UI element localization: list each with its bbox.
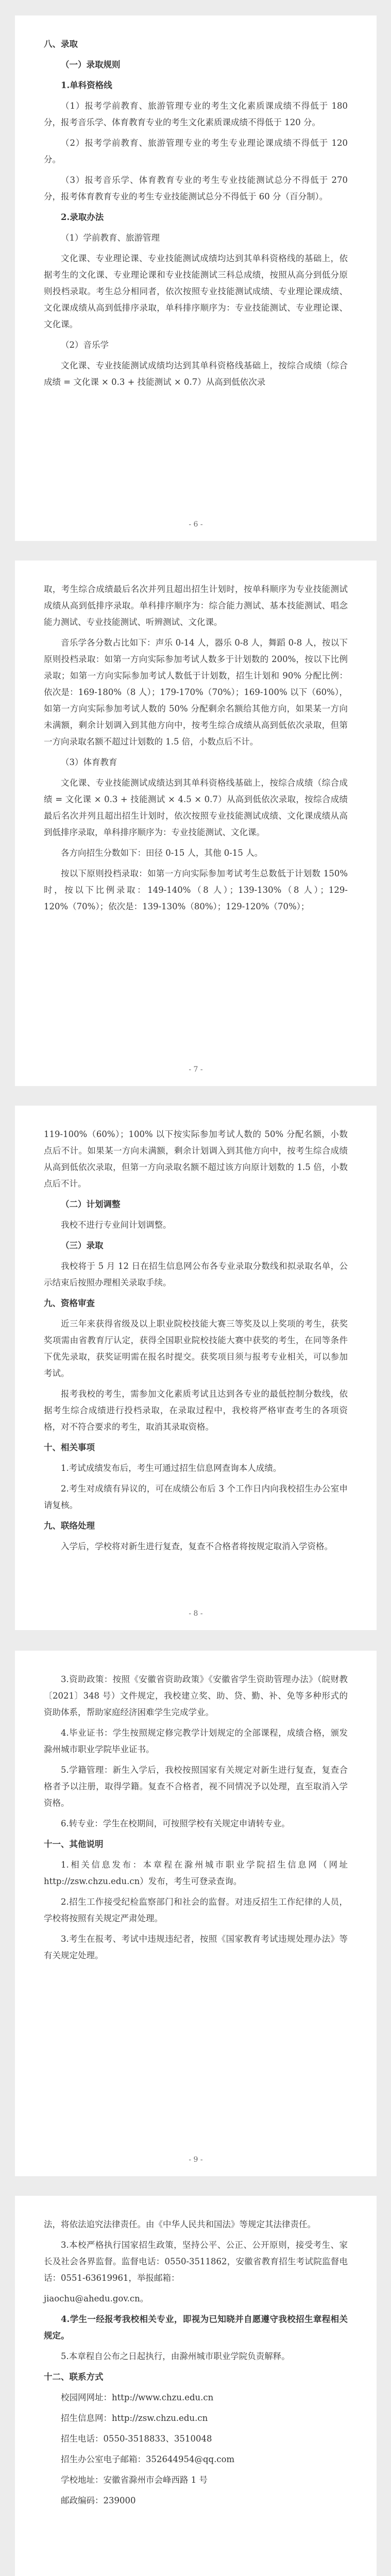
section-heading: 九、联络处理 [44, 1521, 95, 1531]
contact-line: 招生办公室电子邮箱：352644954@qq.com [61, 2454, 235, 2464]
paragraph: 音乐学各分数占比如下：声乐 0-14 人，器乐 0-8 人，舞蹈 0-8 人，按以下原则投档录取：如第一方向实际参加考试人数多于计划数的 200%，按以下比例录取；如第一方向实际参加考试人数低于计划数，招生计划和 90% 分配比例：依次是：169-180%（8 人）；179-170%（70%）；169-100% 以下（60%），如第一方向实际参加考试人数的 50% 分配剩余名额给其他方向，如果某一方向未满额，剩余计划调入到其他方向中，按考生综合成绩从高到低依次录取，但第一方向录取名额不超过计划数的 1.5 倍，小数点后不计。 [44, 638, 348, 747]
paragraph: 我校将于 5 月 12 日在招生信息网公布各专业录取分数线和拟录取名单，公示结束后按照办理相关录取手续。 [44, 1261, 348, 1287]
paragraph: 1.考试成绩发布后，考生可通过招生信息网查询本人成绩。 [61, 1463, 282, 1473]
paragraph: （1）报考学前教育、旅游管理专业的考生文化素质课成绩不得低于 180 分，报考音乐学、体育教育专业的考生文化素质课成绩不得低于 120 分。 [44, 101, 348, 127]
paragraph: 5.学籍管理：新生入学后，我校按照国家有关规定对新生进行复查，复查合格者予以注册，取得学籍。复查不合格者，视不同情况予以处理，直至取消入学资格。 [44, 1765, 348, 1808]
paragraph: （2）报考学前教育、旅游管理专业的考生专业理论课成绩不得低于 120 分。 [44, 138, 348, 164]
paragraph: 2.考生对成绩有异议的，可在成绩公布后 3 个工作日内向我校招生办公室申请复核。 [44, 1484, 348, 1510]
paragraph: （3）报考音乐学、体育教育专业的考生专业技能测试总分不得低于 270 分，报考体育教育专业的考生专业技能测试总分不得低于 60 分（百分制）。 [44, 175, 348, 201]
paragraph: 5.本章程自公布之日起执行，由滁州城市职业学院负责解释。 [61, 2351, 290, 2361]
paragraph: 文化课、专业技能测试成绩均达到其单科资格线基础上，按综合成绩（综合成绩 = 文化课 × 0.3 + 技能测试 × 0.7）从高到低依次录 [44, 361, 348, 387]
subsection-heading: （一）录取规则 [61, 60, 121, 70]
paragraph: 法，将依法追究法律责任。由《中华人民共和国法》等规定其法律责任。 [44, 2219, 316, 2229]
section-heading: 九、资格审查 [44, 1298, 95, 1308]
paragraph: 2.招生工作接受纪检监察部门和社会的监督。对违反招生工作纪律的人员，学校将按照有关规定严肃处理。 [44, 1897, 348, 1923]
contact-line: 招生电话：0550-3518833、3510048 [61, 2434, 212, 2444]
paragraph: 入学后，学校将对新生进行复查，复查不合格者将按规定取消入学资格。 [61, 1541, 333, 1551]
paragraph: 3.资助政策：按照《安徽省资助政策》《安徽省学生资助管理办法》（皖财教〔2021〕348 号）文件规定，我校建立奖、助、贷、勤、补、免等多种形式的资助体系，帮助家庭经济困难学生完成学业。 [44, 1674, 348, 1717]
subsection-heading: 2.录取办法 [61, 212, 104, 222]
document-page-3 [15, 1106, 377, 1630]
section-heading: 十二、联系方式 [44, 2372, 104, 2382]
document-page-1 [15, 15, 377, 541]
page-number: - 9 - [189, 2156, 203, 2164]
document-page-5 [15, 2196, 377, 2576]
contact-line: 校园网网址：http://www.chzu.edu.cn [61, 2393, 214, 2402]
paragraph: 取，考生综合成绩最后名次并列且超出招生计划时，按单科顺序为专业技能测试成绩从高到低排序录取。单科排序顺序为：综合能力测试、基本技能测试、唱念能力测试、专业技能测试、听辨测试、文化课。 [44, 584, 348, 627]
section-heading: 八、录取 [44, 39, 78, 49]
paragraph: （2）音乐学 [61, 340, 109, 350]
paragraph: 4.毕业证书：学生按照规定修完教学计划规定的全部课程，成绩合格，颁发滁州城市职业学院毕业证书。 [44, 1728, 348, 1754]
paragraph: 文化课、专业技能测试成绩达到其单科资格线基础上，按综合成绩（综合成绩 = 文化课 × 0.3 + 技能测试 × 4.5 × 0.7）从高到低依次录取，按综合成绩最后名次并列且超出招生计划时，依次按照专业技能测试成绩、文化课成绩从高到低排序录取，单科排序顺序为：专业技能测试、文化课。 [44, 778, 348, 837]
paragraph: 3.本校严格执行国家招生政策，坚持公平、公正、公开原则，接受考生、家长及社会各界监督。监督电话：0550-3511862，安徽省教育招生考试院监督电话：0551-63619961，举报邮箱： [44, 2240, 348, 2283]
paragraph: 按以下原则投档录取：如第一方向实际参加考试考生总数低于计划数 150% 时，按以下比例录取：149-140%（8 人）；139-130%（8 人）；129-120%（70%）；依次是：139-130%（80%）；129-120%（70%）； [44, 869, 348, 911]
paragraph: 各方向招生分数如下：田径 0-15 人，其他 0-15 人。 [61, 848, 263, 858]
subsection-heading: （二）计划调整 [61, 1199, 121, 1209]
section-heading: 十一、其他说明 [44, 1839, 104, 1849]
subsection-heading: （三）录取 [61, 1241, 104, 1250]
contact-line: 招生信息网：http://zsw.chzu.edu.cn [61, 2413, 208, 2423]
document-page-4 [15, 1651, 377, 2176]
page-number: - 8 - [189, 1609, 203, 1618]
paragraph: 1.相关信息发布：本章程在滁州城市职业学院招生信息网（网址 http://zsw.chzu.edu.cn）发布，考生可登录查询。 [44, 1860, 348, 1886]
section-heading: 十、相关事项 [44, 1443, 95, 1452]
paragraph: 我校不进行专业间计划调整。 [61, 1220, 172, 1230]
paragraph: 3.考生在报考、考试中违规违纪者，按照《国家教育考试违规处理办法》等有关规定处理。 [44, 1934, 348, 1960]
paragraph: 报考我校的考生，需参加文化素质考试且达到各专业的最低控制分数线，依据考生综合成绩进行投档录取，在录取过程中，我校将严格审查考生的各项资格，对不符合要求的考生，取消其录取资格。 [44, 1389, 348, 1432]
paragraph-bold: 4.学生一经报考我校相关专业，即视为已知晓并自愿遵守我校招生章程相关规定。 [44, 2314, 348, 2341]
document-page-2 [15, 561, 377, 1086]
subsection-heading: 1.单科资格线 [61, 80, 112, 90]
paragraph: 6.转专业：学生在校期间，可按照学校有关规定申请转专业。 [61, 1819, 290, 1828]
paragraph: （3）体育教育 [61, 757, 117, 767]
paragraph: 近三年来获得省级及以上职业院校技能大赛三等奖及以上奖项的考生，获奖奖项需由省教育厅认定，获得全国职业院校技能大赛中获奖的考生，在同等条件下优先录取，获奖证明需在报名时提交。获奖项目须与报考专业相关，可以参加考试。 [44, 1319, 348, 1378]
paragraph: 119-100%（60%）；100% 以下按实际参加考试人数的 50% 分配名额，小数点后不计。如果某一方向未满额，剩余计划调入到其他方向中，按考生综合成绩从高到低依次录取，但第一方向录取名额不超过该方向原计划数的 1.5 倍，小数点后不计。 [44, 1129, 348, 1189]
page-number: - 7 - [189, 1065, 203, 1074]
paragraph: jiaochu@ahedu.gov.cn。 [44, 2294, 149, 2303]
page-number: - 6 - [189, 520, 203, 529]
paragraph: 文化课、专业理论课、专业技能测试成绩均达到其单科资格线的基础上，依据考生的文化课、专业理论课和专业技能测试三科总成绩，按照从高分到低分原则投档录取。考生总分相同者，依次按照专业技能测试成绩、专业理论课成绩、文化课成绩从高到低排序录取，单科排序顺序为：专业技能测试、专业理论课、文化课。 [44, 253, 348, 329]
paragraph: （1）学前教育、旅游管理 [61, 233, 160, 243]
contact-line: 邮政编码：239000 [61, 2496, 136, 2505]
contact-line: 学校地址：安徽省滁州市会峰西路 1 号 [61, 2475, 208, 2485]
